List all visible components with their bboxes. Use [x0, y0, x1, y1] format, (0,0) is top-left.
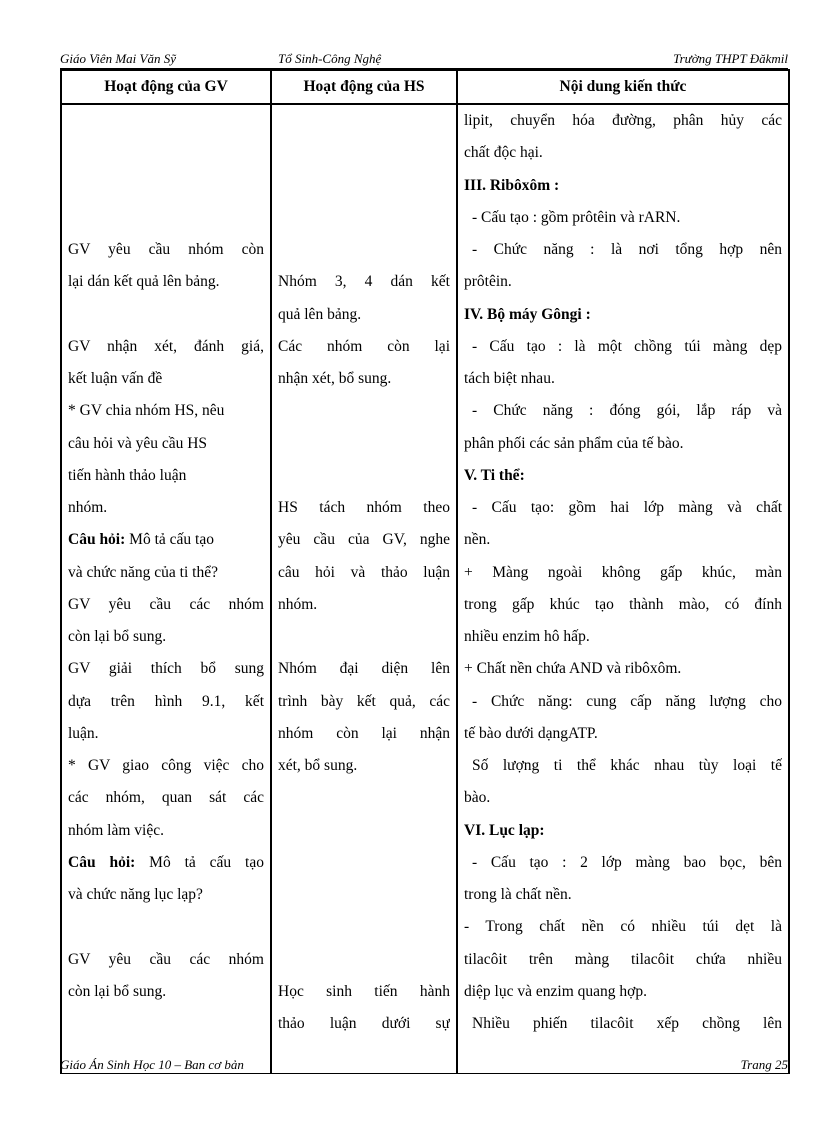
- content-line: diệp lục và enzim quang hợp.: [464, 982, 647, 1000]
- gv-line: [68, 105, 264, 137]
- content-column: [457, 104, 789, 1073]
- content-line: - Cấu tạo: gồm hai lớp màng và chất: [472, 499, 782, 516]
- content-line: - Cấu tạo : 2 lớp màng bao bọc, bên: [472, 853, 782, 871]
- hs-line: [278, 137, 450, 169]
- hs-line: [278, 944, 450, 976]
- gv-column: [61, 104, 271, 1073]
- page-header: [60, 50, 788, 69]
- table-header-row: [61, 70, 789, 104]
- gv-line: GV giải thích bổ sung: [68, 660, 264, 678]
- gv-line: kết luận vấn đề: [68, 370, 163, 387]
- gv-line: [68, 299, 264, 331]
- content-line: tách biệt nhau.: [464, 370, 555, 387]
- hs-line: câu hỏi và thảo luận: [278, 563, 450, 581]
- gv-line: Câu hỏi: Mô tả cấu tạo: [68, 853, 264, 871]
- gv-line: [68, 202, 264, 234]
- content-line: tilacôit trên màng tilacôit chứa nhiều: [464, 950, 782, 968]
- hs-line: [278, 847, 450, 879]
- content-line: VI. Lục lạp:: [464, 821, 545, 839]
- gv-line: còn lại bổ sung.: [68, 628, 167, 645]
- gv-line: GV nhận xét, đánh giá,: [68, 337, 264, 355]
- hs-line: [278, 621, 450, 653]
- hs-line: nhóm còn lại nhận: [278, 724, 450, 742]
- gv-line: và chức năng lục lạp?: [68, 886, 203, 903]
- gv-line: nhóm làm việc.: [68, 821, 164, 839]
- gv-line: GV yêu cầu các nhóm: [68, 595, 264, 613]
- gv-line: [68, 137, 264, 169]
- hs-column: [271, 104, 457, 1073]
- gv-line: và chức năng của ti thể?: [68, 563, 218, 581]
- content-line: - Chức năng : là nơi tổng hợp nên: [472, 241, 782, 258]
- footer-rule: [328, 1073, 788, 1074]
- page-number: Trang 25: [740, 1057, 788, 1072]
- gv-line: luận.: [68, 724, 99, 742]
- content-line: Nhiều phiến tilacôit xếp chồng lên: [472, 1015, 782, 1032]
- header-teacher: Giáo Viên Mai Văn Sỹ: [60, 51, 177, 66]
- content-line: + Màng ngoài không gấp khúc, màn: [464, 563, 782, 581]
- content-line: tế bào dưới dạngATP.: [464, 724, 598, 742]
- gv-line: [68, 911, 264, 943]
- gv-line: GV yêu cầu các nhóm: [68, 950, 264, 968]
- content-line: IV. Bộ máy Gôngi :: [464, 305, 591, 323]
- content-line: lipit, chuyển hóa đường, phân hủy các: [464, 112, 782, 129]
- lesson-table: [60, 69, 790, 1074]
- content-line: + Chất nền chứa AND và ribôxôm.: [464, 660, 682, 678]
- gv-line: [68, 1008, 264, 1040]
- hs-line: [278, 105, 450, 137]
- content-line: nền.: [464, 531, 491, 549]
- gv-line: các nhóm, quan sát các: [68, 789, 264, 807]
- hs-line: nhận xét, bổ sung.: [278, 370, 392, 387]
- content-line: III. Ribôxôm :: [464, 176, 560, 194]
- hs-line: [278, 395, 450, 427]
- hs-line: quả lên bảng.: [278, 305, 362, 323]
- content-line: V. Ti thể:: [464, 466, 525, 484]
- gv-line: lại dán kết quả lên bảng.: [68, 273, 220, 291]
- hs-line: yêu cầu của GV, nghe: [278, 531, 450, 549]
- hs-line: thảo luận dưới sự: [278, 1015, 450, 1032]
- gv-line: còn lại bổ sung.: [68, 982, 167, 1000]
- gv-line: * GV chia nhóm HS, nêu: [68, 402, 225, 420]
- hs-line: [278, 782, 450, 814]
- gv-line: tiến hành thảo luận: [68, 466, 187, 484]
- content-line: - Trong chất nền có nhiều túi dẹt là: [464, 918, 782, 936]
- header-department: Tổ Sinh-Công Nghệ: [278, 51, 382, 66]
- gv-line: nhóm.: [68, 499, 108, 516]
- content-line: - Chức năng : đóng gói, lắp ráp và: [472, 402, 782, 420]
- gv-line: dựa trên hình 9.1, kết: [68, 692, 264, 710]
- hs-line: nhóm.: [278, 595, 318, 613]
- content-line: - Chức năng: cung cấp năng lượng cho: [472, 692, 782, 710]
- content-line: chất độc hại.: [464, 144, 543, 162]
- content-line: bào.: [464, 789, 491, 807]
- gv-line: câu hỏi và yêu cầu HS: [68, 434, 208, 452]
- content-line: - Cấu tạo : là một chồng túi màng dẹp: [472, 337, 782, 355]
- column-header-gv: Hoạt động của GV: [61, 70, 271, 104]
- content-line: nhiều enzim hô hấp.: [464, 628, 590, 645]
- content-line: trong gấp khúc tạo thành mào, có đính: [464, 595, 782, 613]
- gv-line: Câu hỏi: Mô tả cấu tạo: [68, 531, 214, 549]
- hs-line: HS tách nhóm theo: [278, 499, 450, 516]
- hs-line: [278, 234, 450, 266]
- page-footer: [60, 1057, 788, 1075]
- header-school: Trường THPT Đăkmil: [673, 51, 788, 66]
- hs-line: [278, 428, 450, 460]
- hs-line: [278, 815, 450, 847]
- hs-line: Nhóm 3, 4 dán kết: [278, 273, 450, 291]
- hs-line: Nhóm đại diện lên: [278, 660, 450, 678]
- hs-line: [278, 202, 450, 234]
- hs-line: Học sinh tiến hành: [278, 982, 450, 1000]
- hs-line: [278, 170, 450, 202]
- content-line: Số lượng ti thể khác nhau tùy loại tế: [472, 757, 782, 774]
- footer-title: Giáo Án Sinh Học 10 – Ban cơ bản: [60, 1057, 244, 1072]
- gv-line: [68, 170, 264, 202]
- hs-line: Các nhóm còn lại: [278, 337, 450, 355]
- content-line: - Cấu tạo : gồm prôtêin và rARN.: [472, 208, 681, 226]
- column-header-hs: Hoạt động của HS: [271, 70, 457, 104]
- hs-line: xét, bổ sung.: [278, 757, 358, 774]
- hs-line: trình bày kết quả, các: [278, 692, 450, 710]
- table-row: [61, 104, 789, 1073]
- hs-line: [278, 911, 450, 943]
- hs-line: [278, 879, 450, 911]
- content-line: prôtêin.: [464, 273, 512, 291]
- gv-line: GV yêu cầu nhóm còn: [68, 241, 264, 258]
- content-line: phân phối các sản phẩm của tế bào.: [464, 434, 684, 452]
- hs-line: [278, 460, 450, 492]
- gv-line: * GV giao công việc cho: [68, 757, 264, 774]
- column-header-content: Nội dung kiến thức: [457, 70, 789, 104]
- content-line: trong là chất nền.: [464, 886, 572, 903]
